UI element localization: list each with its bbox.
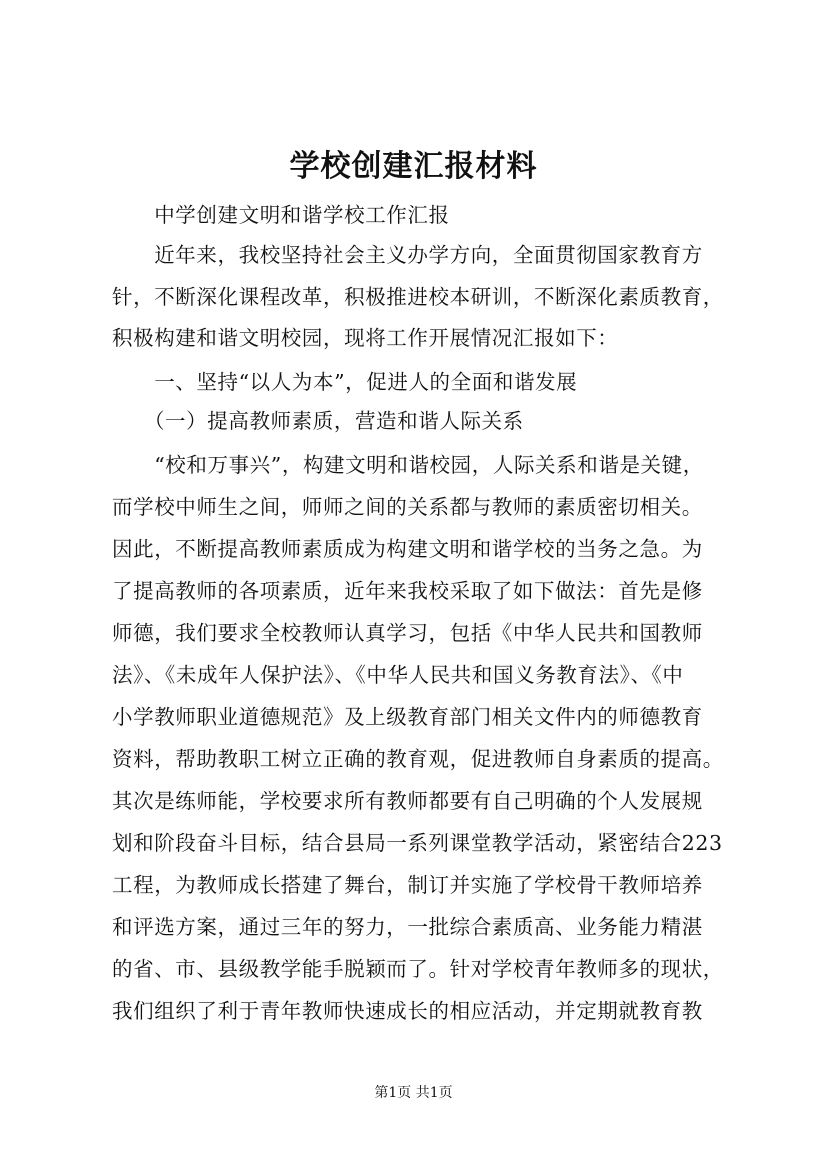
body-line: 法》、《未成年人保护法》、《中华人民共和国义务教育法》、《中 xyxy=(112,663,684,687)
body-line: “校和万事兴”，构建文明和谐校园，人际关系和谐是关键， xyxy=(112,453,704,477)
body-line: 工程，为教师成长搭建了舞台，制订并实施了学校骨干教师培养 xyxy=(112,873,703,897)
body-line: 和评选方案，通过三年的努力，一批综合素质高、业务能力精湛 xyxy=(112,915,703,939)
body-line: 因此，不断提高教师素质成为构建文明和谐学校的当务之急。为 xyxy=(112,537,703,561)
subsection-heading: （一）提高教师素质，营造和谐人际关系 xyxy=(112,409,524,433)
body-line: 而学校中师生之间，师师之间的关系都与教师的素质密切相关。 xyxy=(112,495,703,519)
body-line: 我们组织了利于青年教师快速成长的相应活动，并定期就教育教 xyxy=(112,999,703,1023)
body-line: 资料，帮助教职工树立正确的教育观，促进教师自身素质的提高。 xyxy=(112,747,724,771)
body-line: 划和阶段奋斗目标，结合县局一系列课堂教学活动，紧密结合223 xyxy=(112,831,723,855)
page-footer: 第1页 共1页 xyxy=(374,1085,453,1101)
subtitle-line: 中学创建文明和谐学校工作汇报 xyxy=(112,203,450,227)
body-line: 师德，我们要求全校教师认真学习，包括《中华人民共和国教师 xyxy=(112,621,703,645)
body-line: 积极构建和谐文明校园，现将工作开展情况汇报如下： xyxy=(112,326,619,350)
document-title: 学校创建汇报材料 xyxy=(289,149,538,184)
body-line: 小学教师职业道德规范》及上级教育部门相关文件内的师德教育 xyxy=(112,705,703,729)
body-line: 的省、市、县级教学能手脱颖而了。针对学校青年教师多的现状， xyxy=(112,957,724,981)
body-line: 了提高教师的各项素质，近年来我校采取了如下做法：首先是修 xyxy=(112,579,703,603)
body-line: 其次是练师能，学校要求所有教师都要有自己明确的个人发展规 xyxy=(112,789,703,813)
body-line: 针，不断深化课程改革，积极推进校本研训，不断深化素质教育， xyxy=(112,285,724,309)
body-line: 近年来，我校坚持社会主义办学方向，全面贯彻国家教育方 xyxy=(112,243,703,267)
section-heading: 一、坚持“以人为本”，促进人的全面和谐发展 xyxy=(112,370,578,394)
